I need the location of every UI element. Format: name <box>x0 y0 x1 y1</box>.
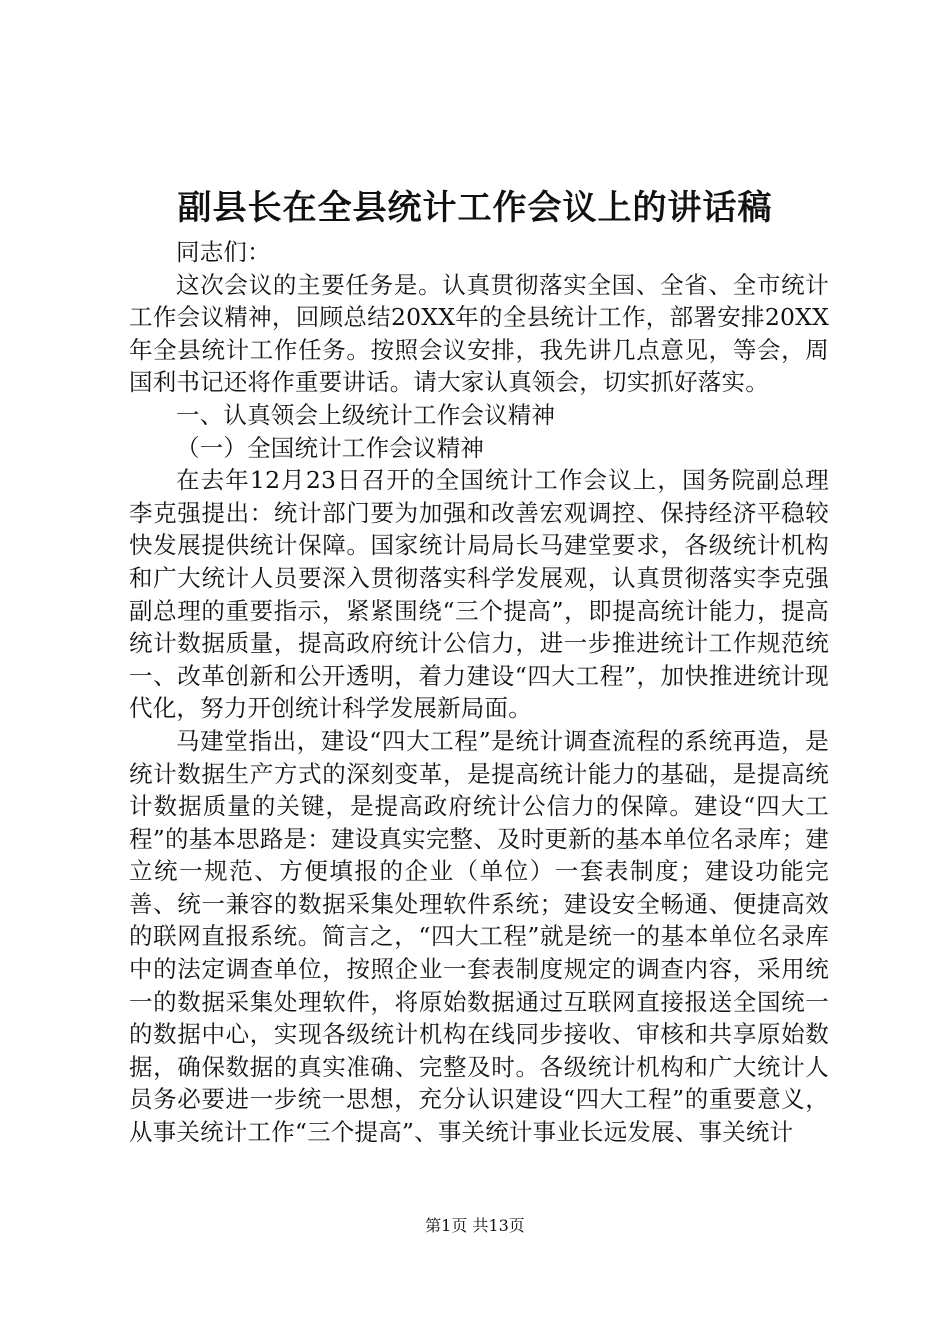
body-paragraph: 马建堂指出，建设“四大工程”是统计调查流程的系统再造，是统计数据生产方式的深刻变革，是提高统计能力的基础，是提高统计数据质量的关键，是提高政府统计公信力的保障。建设“四大工程”的基本思路是：建设真实完整、及时更新的基本单位名录库；建立统一规范、方便填报的企业（单位）一套表制度；建设功能完善、统一兼容的数据采集处理软件系统；建设安全畅通、便捷高效的联网直报系统。简言之，“四大工程”就是统一的基本单位名录库中的法定调查单位，按照企业一套表制度规定的调查内容，采用统一的数据采集处理软件，将原始数据通过互联网直接报送全国统一的数据中心，实现各级统计机构在线同步接收、审核和共享原始数据，确保数据的真实准确、完整及时。各级统计机构和广大统计人员务必要进一步统一思想，充分认识建设“四大工程”的重要意义，从事关统计工作“三个提高”、事关统计事业长远发展、事关统计 <box>129 726 829 1147</box>
document-title: 副县长在全县统计工作会议上的讲话稿 <box>177 188 773 228</box>
intro-paragraph: 这次会议的主要任务是。认真贯彻落实全国、全省、全市统计工作会议精神，回顾总结20XX年的全县统计工作，部署安排20XX年全县统计工作任务。按照会议安排，我先讲几点意见，等会，周国利书记还将作重要讲话。请大家认真领会，切实抓好落实。 <box>129 270 829 397</box>
subsection-heading: （一）全国统计工作会议精神 <box>176 433 485 462</box>
body-paragraph: 在去年12月23日召开的全国统计工作会议上，国务院副总理李克强提出：统计部门要为加强和改善宏观调控、保持经济平稳较快发展提供统计保障。国家统计局局长马建堂要求，各级统计机构和广大统计人员要深入贯彻落实科学发展观，认真贯彻落实李克强副总理的重要指示，紧紧围绕“三个提高”，即提高统计能力，提高统计数据质量，提高政府统计公信力，进一步推进统计工作规范统一、改革创新和公开透明，着力建设“四大工程”，加快推进统计现代化，努力开创统计科学发展新局面。 <box>129 466 829 723</box>
page-number-footer: 第1页 共13页 <box>425 1216 525 1235</box>
section-heading: 一、认真领会上级统计工作会议精神 <box>176 400 556 429</box>
document-body <box>129 236 829 1149</box>
salutation-paragraph: 同志们： <box>176 238 271 266</box>
